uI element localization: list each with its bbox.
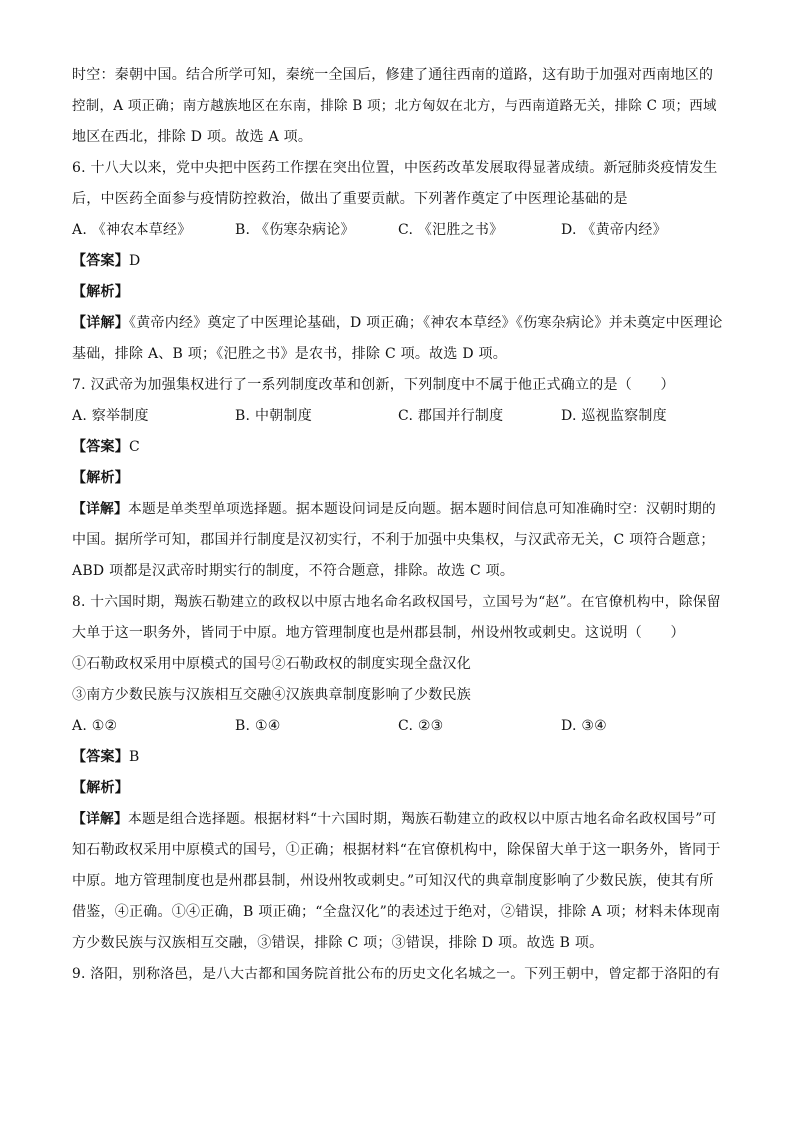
text-line: 时空：秦朝中国。结合所学可知，秦统一全国后，修建了通往西南的道路，这有助于加强对西南地区的 <box>72 67 714 83</box>
answer-line <box>72 742 724 773</box>
question-stem: 后，中医药全面参与疫情防控救治，做出了重要贡献。下列著作奠定了中医理论基础的是 <box>72 191 628 207</box>
analysis-tag: 【解析】 <box>72 780 129 796</box>
option-b: B. ①④ <box>235 718 281 734</box>
text-line: 控制，A 项正确；南方越族地区在东南，排除 B 项；北方匈奴在北方，与西南道路无关，排除 C 项；西域 <box>72 98 717 114</box>
question-stem: 7. 汉武帝为加强集权进行了一系列制度改革和创新，下列制度中不属于他正式确立的是（ ） <box>72 377 675 393</box>
document-page <box>72 60 724 990</box>
text-line: 地区在西北，排除 D 项。故选 A 项。 <box>72 129 313 145</box>
option-a: A. ①② <box>72 718 118 734</box>
detail-line <box>72 804 724 835</box>
question-stem: 8. 十六国时期，羯族石勒建立的政权以中原古地名命名政权国号，立国号为“赵”。在官僚机构中，除保留 <box>72 594 721 610</box>
option-a: A. 《神农本草经》 <box>72 222 192 238</box>
q5-explanation <box>72 60 724 153</box>
detail-line: ABD 项都是汉武帝时期实行的制度，不符合题意，排除。故选 C 项。 <box>72 563 515 579</box>
question-stem: 大单于这一职务外，皆同于中原。地方管理制度也是州郡县制，州设州牧或刺史。这说明（ ） <box>72 625 685 641</box>
analysis-tag: 【解析】 <box>72 470 129 486</box>
option-d: D. ③④ <box>561 718 607 734</box>
analysis-line <box>72 463 724 494</box>
options-row <box>72 215 724 246</box>
detail-tag: 【详解】 <box>72 315 129 331</box>
option-c: C. 《汜胜之书》 <box>398 222 504 238</box>
question-8 <box>72 587 724 959</box>
analysis-tag: 【解析】 <box>72 284 129 300</box>
question-stem: 9. 洛阳，别称洛邑，是八大古都和国务院首批公布的历史文化名城之一。下列王朝中，曾定都于洛阳的有 <box>72 966 721 982</box>
detail-line: 中国。据所学可知，郡国并行制度是汉初实行，不利于加强中央集权，与汉武帝无关，C 项符合题意； <box>72 532 715 548</box>
detail-text: 《黄帝内经》奠定了中医理论基础，D 项正确；《神农本草经》《伤寒杂病论》并未奠定中医理论 <box>129 315 723 331</box>
option-a: A. 察举制度 <box>72 408 149 424</box>
option-b: B. 中朝制度 <box>235 408 312 424</box>
answer-line <box>72 432 724 463</box>
answer-value: D <box>129 253 141 269</box>
question-6 <box>72 153 724 370</box>
answer-line <box>72 246 724 277</box>
detail-text: 本题是单类型单项选择题。据本题设问词是反向题。据本题时间信息可知准确时空：汉朝时期的 <box>128 501 717 517</box>
question-stem: 6. 十八大以来，党中央把中医药工作摆在突出位置，中医药改革发展取得显著成绩。新冠肺炎疫情发生 <box>72 160 718 176</box>
options-row <box>72 711 724 742</box>
question-statement: ①石勒政权采用中原模式的国号②石勒政权的制度实现全盘汉化 <box>72 656 471 672</box>
answer-tag: 【答案】 <box>72 749 129 765</box>
detail-tag: 【详解】 <box>72 501 129 517</box>
options-row <box>72 401 724 432</box>
option-d: D. 巡视监察制度 <box>561 408 667 424</box>
detail-line: 方少数民族与汉族相互交融，③错误，排除 C 项；③错误，排除 D 项。故选 B 项。 <box>72 935 604 951</box>
detail-line: 借鉴，④正确。①④正确，B 项正确；“全盘汉化”的表述过于绝对，②错误，排除 A 项；材料未体现南 <box>72 904 721 920</box>
question-7 <box>72 370 724 587</box>
detail-line <box>72 494 724 525</box>
answer-value: C <box>129 439 140 455</box>
detail-line: 基础，排除 A、B 项；《汜胜之书》是农书，排除 C 项。故选 D 项。 <box>72 346 508 362</box>
analysis-line <box>72 277 724 308</box>
option-c: C. 郡国并行制度 <box>398 408 504 424</box>
detail-line <box>72 308 724 339</box>
answer-tag: 【答案】 <box>72 253 129 269</box>
detail-tag: 【详解】 <box>72 811 129 827</box>
question-statement: ③南方少数民族与汉族相互交融④汉族典章制度影响了少数民族 <box>72 687 471 703</box>
answer-tag: 【答案】 <box>72 439 129 455</box>
detail-text: 本题是组合选择题。根据材料“十六国时期，羯族石勒建立的政权以中原古地名命名政权国号”可 <box>128 811 717 827</box>
option-b: B. 《伤寒杂病论》 <box>235 222 355 238</box>
option-d: D. 《黄帝内经》 <box>561 222 667 238</box>
detail-line: 中原。地方管理制度也是州郡县制，州设州牧或刺史。”可知汉代的典章制度影响了少数民族，使其有所 <box>72 873 714 889</box>
question-9 <box>72 959 724 990</box>
answer-value: B <box>129 749 140 765</box>
detail-line: 知石勒政权采用中原模式的国号，①正确；根据材料“在官僚机构中，除保留大单于这一职务外，皆同于 <box>72 842 721 858</box>
option-c: C. ②③ <box>398 718 444 734</box>
analysis-line <box>72 773 724 804</box>
